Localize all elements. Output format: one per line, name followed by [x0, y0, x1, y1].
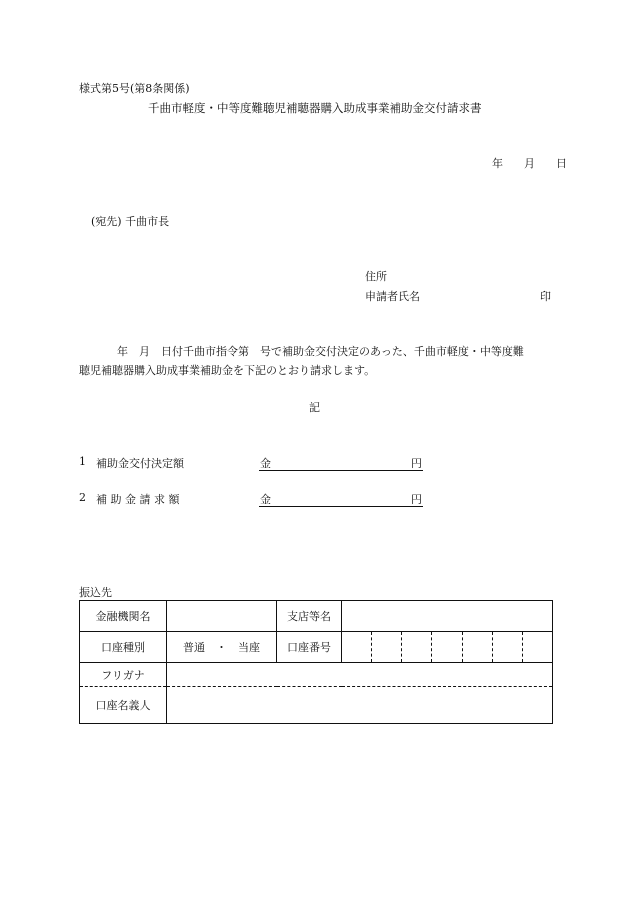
date-year: 年	[492, 157, 503, 170]
item-2-label: 補 助 金 請 求 額	[96, 493, 180, 506]
account-digit-cell[interactable]	[371, 632, 401, 662]
form-title: 千曲市軽度・中等度難聴児補聴器購入助成事業補助金交付請求書	[148, 101, 482, 115]
account-digit-cell[interactable]	[492, 632, 522, 662]
account-type-options[interactable]: 普通 ・ 当座	[167, 632, 277, 663]
bank-row-account	[80, 632, 553, 663]
account-number-digits	[342, 632, 552, 662]
date-month: 月	[524, 157, 535, 170]
holder-label: 口座名義人	[80, 687, 167, 724]
account-digit-cell[interactable]	[522, 632, 552, 662]
furigana-label: フリガナ	[80, 663, 167, 687]
applicant-name-label: 申請者氏名	[365, 290, 420, 303]
item-2-suffix: 円	[411, 493, 422, 506]
bank-row-institution	[80, 601, 553, 632]
branch-field[interactable]	[342, 601, 553, 632]
institution-field[interactable]	[167, 601, 277, 632]
account-digit-cell[interactable]	[462, 632, 492, 662]
ki-heading: 記	[309, 401, 320, 414]
form-number: 様式第5号(第8条関係)	[79, 82, 190, 95]
item-2-underline[interactable]	[259, 506, 423, 507]
bank-table	[79, 600, 553, 724]
holder-field[interactable]	[167, 687, 553, 724]
account-type-label: 口座種別	[80, 632, 167, 663]
item-1-number: 1	[79, 455, 86, 468]
bank-section-label: 振込先	[79, 586, 112, 599]
date-line	[492, 155, 567, 171]
account-digit-cell[interactable]	[401, 632, 431, 662]
account-digit-cell[interactable]	[431, 632, 461, 662]
item-1-underline[interactable]	[259, 470, 423, 471]
item-2-number: 2	[79, 491, 86, 504]
bank-row-holder	[80, 687, 553, 724]
item-2-prefix: 金	[260, 493, 271, 506]
seal-label: 印	[540, 290, 551, 303]
bank-row-furigana	[80, 663, 553, 687]
item-1-suffix: 円	[411, 457, 422, 470]
item-1-label: 補助金交付決定額	[96, 457, 184, 470]
addressee: (宛先) 千曲市長	[91, 215, 170, 228]
furigana-field[interactable]	[167, 663, 553, 687]
account-number-field[interactable]	[342, 632, 553, 663]
date-day: 日	[556, 157, 567, 170]
body-line-1: 年 月 日付千曲市指令第 号で補助金交付決定のあった、千曲市軽度・中等度難	[117, 345, 524, 358]
institution-label: 金融機関名	[80, 601, 167, 632]
item-1-prefix: 金	[260, 457, 271, 470]
account-digit-cell[interactable]	[342, 632, 371, 662]
applicant-address-label: 住所	[365, 270, 387, 283]
body-line-2: 聴児補聴器購入助成事業補助金を下記のとおり請求します。	[79, 364, 376, 377]
account-number-label: 口座番号	[277, 632, 342, 663]
branch-label: 支店等名	[277, 601, 342, 632]
